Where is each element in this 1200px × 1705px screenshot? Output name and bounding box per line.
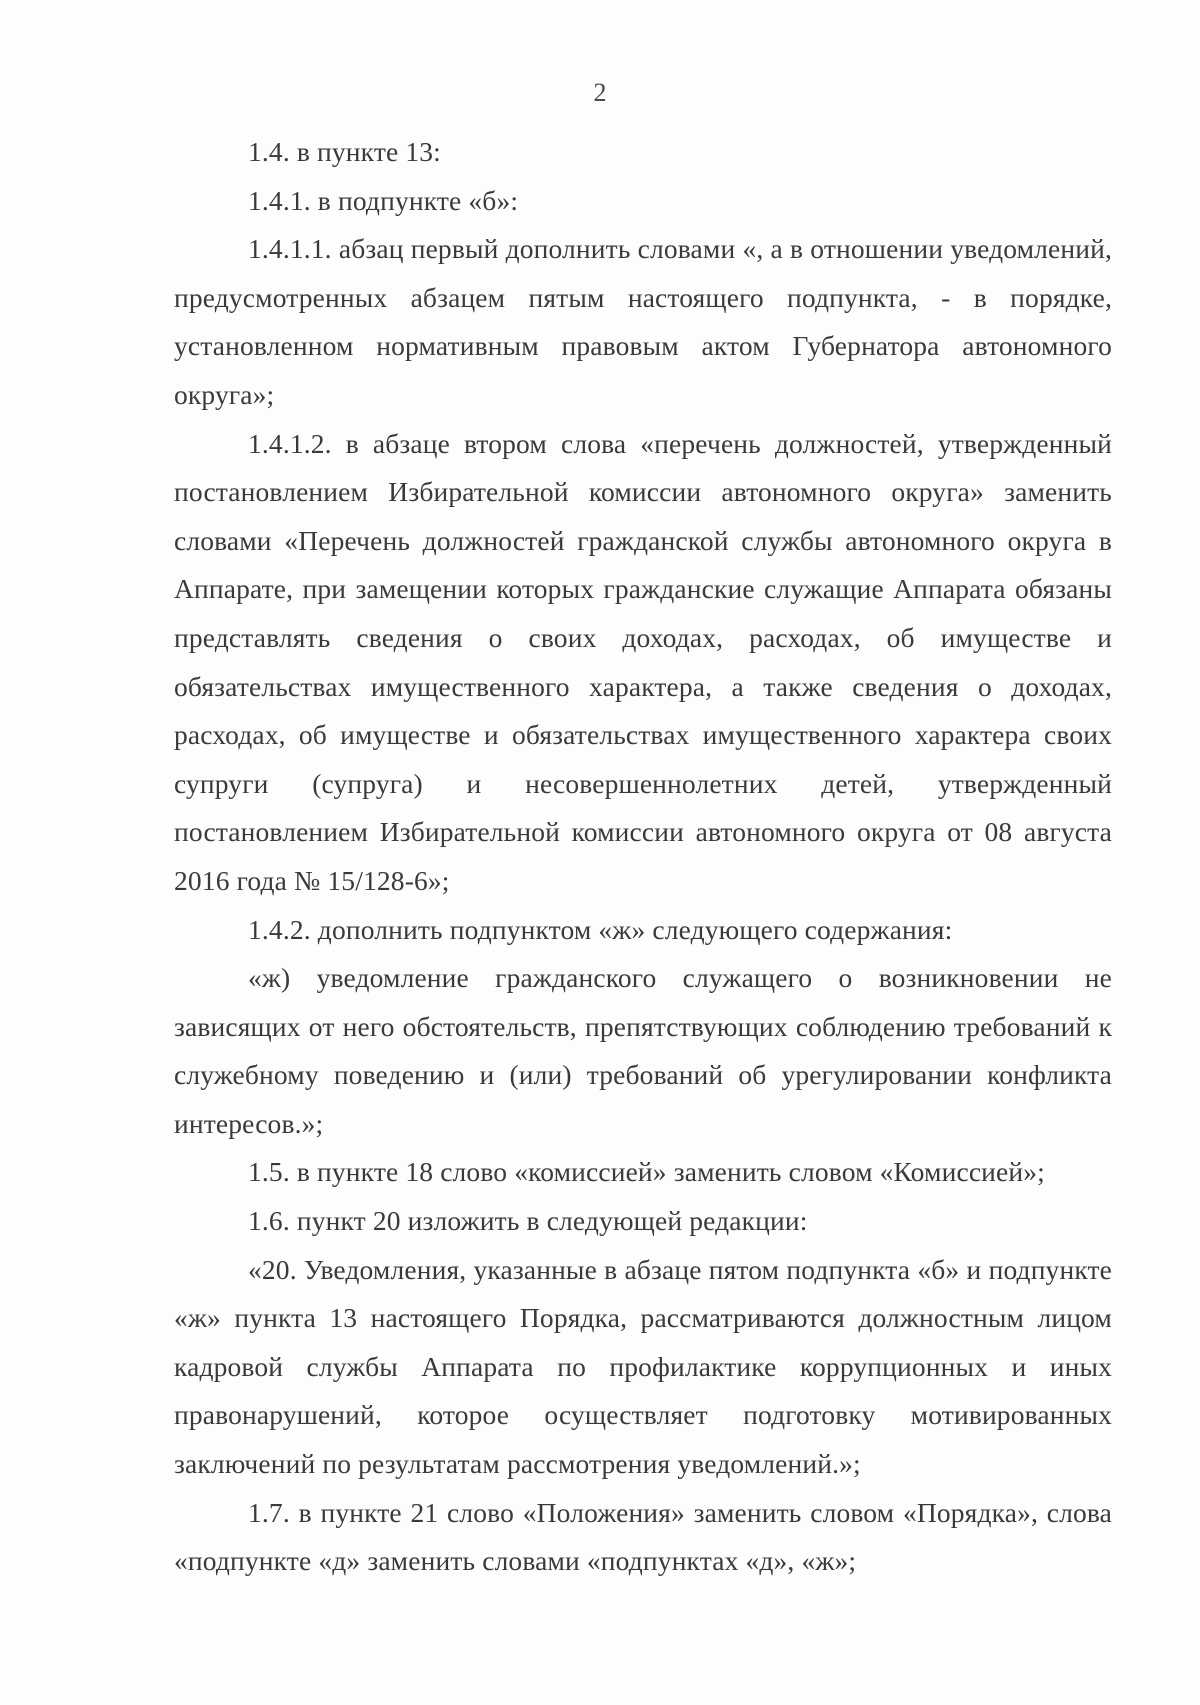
paragraph-item-20: «20. Уведомления, указанные в абзаце пятом подпункта «б» и подпункте «ж» пункта 13 настоящего Порядка, рассматриваются должностным лицом кадровой службы Аппарата по профилактике коррупционных и иных правонарушений, которое осуществляет подготовку мотивированных заключений по результатам рассмотрения уведомлений.»; xyxy=(174,1253,1112,1480)
paragraph-subitem-zh: «ж) уведомление гражданского служащего о возникновении не зависящих от него обстоятельств, препятствующих соблюдению требований к служебному поведению и (или) требований об урегулировании конфликта интересов.»; xyxy=(174,962,1112,1139)
paragraph-1-6: 1.6. пункт 20 изложить в следующей редакции: xyxy=(248,1205,808,1237)
document-body xyxy=(174,128,1112,1586)
paragraph-1-4-2: 1.4.2. дополнить подпунктом «ж» следующего содержания: xyxy=(248,913,953,945)
paragraph-1-4-1-2: 1.4.1.2. в абзаце втором слова «перечень должностей, утвержденный постановлением Избирательной комиссии автономного округа» заменить словами «Перечень должностей гражданской службы автономного округа в Аппарате, при замещении которых гражданские служащие Аппарата обязаны представлять сведения о своих доходах, расходах, об имуществе и обязательствах имущественного характера, а также сведения о доходах, расходах, об имуществе и обязательствах имущественного характера своих супруги (супруга) и несовершеннолетних детей, утвержденный постановлением Избирательной комиссии автономного округа от 08 августа 2016 года № 15/128-6»; xyxy=(174,427,1112,896)
paragraph-1-4-1: 1.4.1. в подпункте «б»: xyxy=(248,184,519,216)
paragraph-1-4-1-1: 1.4.1.1. абзац первый дополнить словами «, а в отношении уведомлений, предусмотренных абзацем пятым настоящего подпункта, - в порядке, установленном нормативным правовым актом Губернатора автономного округа»; xyxy=(174,233,1112,410)
page-number: 2 xyxy=(593,78,607,107)
paragraph-1-5: 1.5. в пункте 18 слово «комиссией» заменить словом «Комиссией»; xyxy=(248,1156,1045,1188)
paragraph-1-4: 1.4. в пункте 13: xyxy=(248,136,441,167)
paragraph-1-7: 1.7. в пункте 21 слово «Положения» заменить словом «Порядка», слова «подпункте «д» заменить словами «подпунктах «д», «ж»; xyxy=(174,1496,1112,1577)
